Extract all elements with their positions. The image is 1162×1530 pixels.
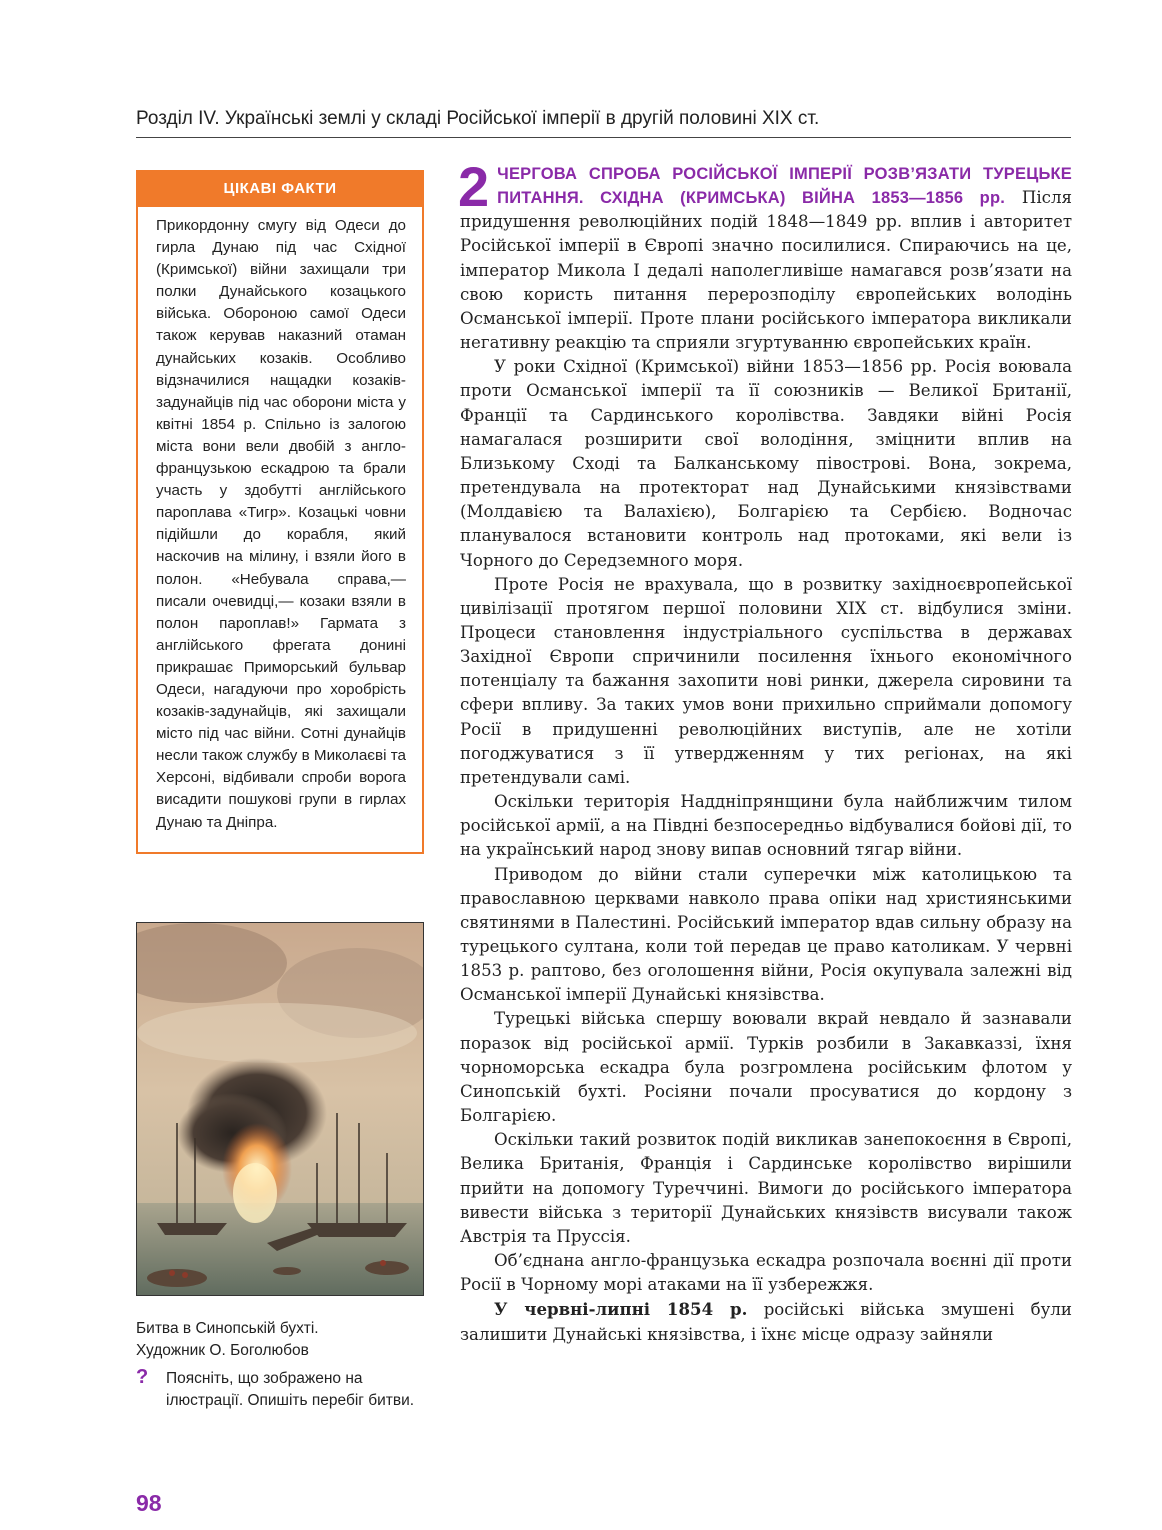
section-title: ЧЕРГОВА СПРОБА РОСІЙСЬКОЇ ІМПЕРІЇ РОЗВ’ЯЗАТИ ТУРЕЦЬКЕ ПИТАННЯ. СХІДНА (КРИМСЬКА) ВІЙНА 1853—1856 рр. (497, 165, 1072, 208)
interesting-facts-box (136, 170, 424, 854)
battle-painting-image (136, 922, 424, 1296)
page-number: 98 (136, 1490, 162, 1516)
paragraph: Оскільки територія Наддніпрянщини була найближчим тилом російської армії, а на Півдні безпосередньо відбувалися бойові дії, то на український народ знову випав основний тягар війни. (460, 792, 1072, 860)
paragraph: Проте Росія не врахувала, що в розвитку західноєвропейської цивілізації протягом першої половини ХІХ ст. відбулися зміни. Процеси становлення індустріального суспільства в державах Західної Європи спричинили посилення їхнього економічного потенціалу та бажання захопити нові ринки, джерела сировини та сфери впливу. За таких умов вони прихильно сприймали допомогу Росії в придушенні революційних виступів, але не хотіли погоджуватися з її утвердженням у тих регіонах, на які претендували самі. (460, 574, 1072, 787)
paragraph: Об’єднана англо-французька ескадра розпочала воєнні дії проти Росії в Чорному морі атаками на її узбережжя. (460, 1251, 1072, 1295)
section-number: 2 (458, 155, 490, 218)
paragraph: У роки Східної (Кримської) війни 1853—1856 рр. Росія воювала проти Османської імперії та її союзників — Великої Британії, Франції та Сардинського королівства. Завдяки війні Росія намагалася розширити свої володіння, зміцнити вплив на Близькому Сході та Балканському півострові. Вона, зокрема, претендувала на протекторат над Дунайськими князівствами (Молдавією та Валахією), Болгарією та Сербією. Водночас планувалося встановити контроль над протоками, які вели із Чорного до Середземного моря. (460, 357, 1072, 570)
date-emphasis: У червні-липні 1854 р. (494, 1299, 748, 1320)
running-header: Розділ IV. Українські землі у складі Російської імперії в другій половині ХІХ ст. (136, 108, 1071, 138)
paragraph-text: Після придушення революційних подій 1848—1849 рр. вплив і авторитет Російської імперії в Європі значно посилилися. Спираючись на це, імператор Микола І дедалі наполегливіше намагався розв’язати на свою користь питання перерозподілу європейських володінь Османської імперії. Проте плани російського імператора викликали негативну реакцію та сприяли згуртуванню європейських країн. (460, 188, 1072, 353)
paragraph: Турецькі війська спершу воювали вкрай невдало й зазнавали поразок від російської армії. Турків розбили в Закавказзі, їхня чорноморська ескадра була розгромлена російським флотом у Синопській бухті. Росіяни почали просуватися до кордону з Болгарією. (460, 1009, 1072, 1126)
main-text-column (458, 155, 1072, 1347)
paragraph: Приводом до війни стали суперечки між католицькою та православною церквами навколо права опіки над християнськими святинями в Палестині. Російський імператор вдав сильну образу на турецького султана, коли той передав це право католикам. У червні 1853 р. раптово, без оголошення війни, Росія окупувала залежні від Османської імперії Дунайські князівства. (460, 864, 1072, 1005)
caption-title: Битва в Синопській бухті. (136, 1320, 319, 1337)
figure-question (136, 1368, 426, 1412)
paragraph (460, 1297, 1072, 1346)
facts-text: Прикордонну смугу від Одеси до гирла Дунаю під час Східної (Кримської) війни захищали три полки Дунайського козацького війська. Обороною самої Одеси також керував наказний отаман дунайських козаків. Особливо відзначилися нащадки козаків-задунайців під час оборони міста у квітні 1854 р. Спільно із залогою міста вони вели двобій з англо-французькою ескадрою та брали участь у здобутті англійського пароплава «Тигр». Козацькі човни підійшли до корабля, який наскочив на мілину, і взяли його в полон. «Небувала справа,— писали очевидці,— козаки взяли в полон пароплав!» Гармата з англійського фрегата донині прикрашає Приморський бульвар Одеси, нагадуючи про хоробрість козаків-задунайців, які захищали місто під час війни. Сотні дунайців несли також службу в Миколаєві та Херсоні, відбивали спроби ворога висадити пошукові групи в гирлах Дунаю та Дніпра. (156, 217, 406, 831)
figure-caption (136, 1318, 426, 1362)
paragraph: Оскільки такий розвиток подій викликав занепокоєння в Європі, Велика Британія, Франція і Сардинське королівство вирішили прийти на допомогу Туреччині. Вимоги до російського імператора вивести війська з території Дунайських князівств висували також Австрія та Пруссія. (460, 1130, 1072, 1246)
question-text: Поясніть, що зображено на ілюстрації. Опишіть перебіг битви. (166, 1370, 415, 1409)
caption-artist: Художник О. Боголюбов (136, 1342, 309, 1359)
paragraph-text: російські війська змушені були залишити Дунайські князівства, і їхнє місце одразу зайняли (460, 1300, 1072, 1344)
section-intro-paragraph (458, 155, 1072, 355)
facts-title: ЦІКАВІ ФАКТИ (138, 172, 422, 207)
question-mark-icon: ? (136, 1366, 149, 1388)
